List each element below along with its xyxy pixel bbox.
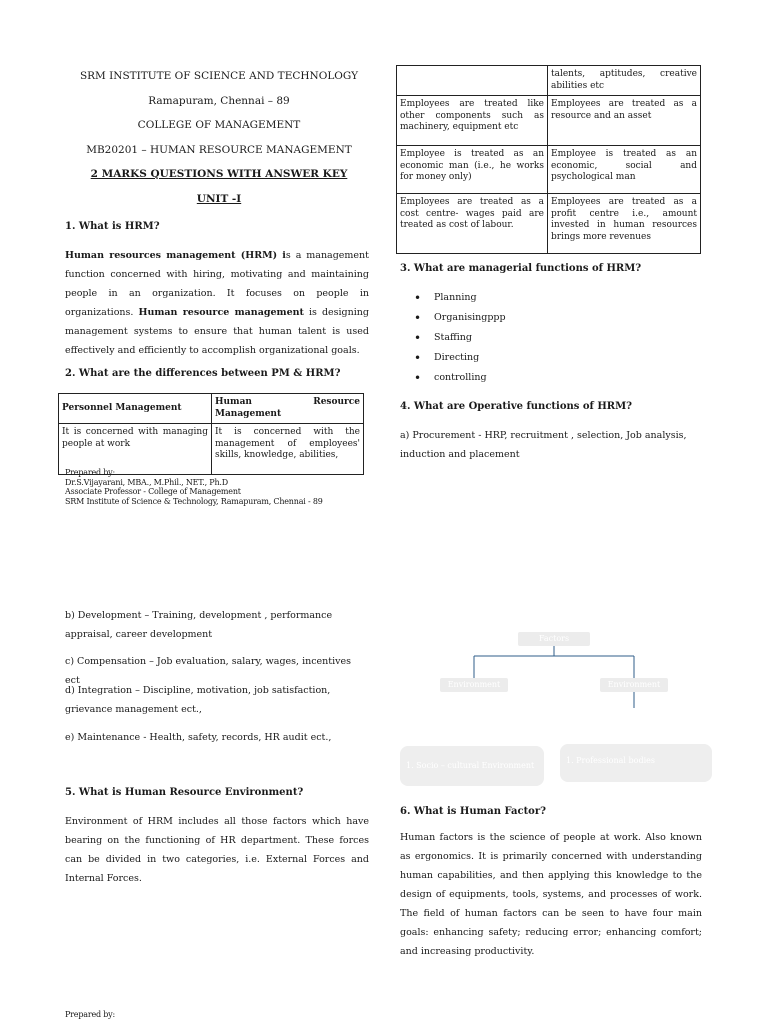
- table-cell: Employee is treated as an economic man (i.e., he works for money only): [397, 146, 548, 194]
- preparer-designation: Associate Professor - College of Management: [65, 487, 241, 496]
- prepared-by-footer: [65, 1010, 365, 1020]
- diagram-left-box: 1. Socio – cultural Environment: [400, 746, 544, 786]
- list-item: • Planning: [400, 288, 700, 308]
- q6-answer: Human factors is the science of people at work. Also known as ergonomics. It is primarily concerned with understanding human capabilities, and then applying this knowledge to the design of equipments, tools, systems, and processes of work. The field of human factors can be seen to have four main goals: enhancing safety; reducing error; enhancing comfort; and increasing productivity.: [400, 832, 702, 957]
- table-row: [397, 194, 701, 254]
- q1-term-hrm: Human resources management (HRM) i: [65, 250, 286, 261]
- q1-text-2: is designing management systems to ensure that human talent is used effectively and efficiently to accomplish organizational goals.: [65, 307, 369, 356]
- q4-item-a: a) Procurement - HRP, recruitment , selection, Job analysis, induction and placement: [400, 430, 687, 460]
- q5-question: 5. What is Human Resource Environment?: [65, 787, 304, 798]
- q4-item-b: b) Development – Training, development , performance appraisal, career development: [65, 610, 333, 640]
- q2-question: 2. What are the differences between PM & HRM?: [65, 368, 341, 379]
- diagram-right-box: 1. Professional bodies: [560, 744, 712, 782]
- list-item: • Directing: [400, 348, 700, 368]
- table-cell: Employees are treated as a cost centre- wages paid are treated as cost of labour.: [397, 194, 548, 254]
- table-cell: Employees are treated like other components such as machinery, equipment etc: [397, 96, 548, 146]
- q4-question: 4. What are Operative functions of HRM?: [400, 401, 633, 412]
- pm-hrm-table-continued: [396, 65, 701, 254]
- preparer-institution: SRM Institute of Science & Technology, Ramapuram, Chennai - 89: [65, 496, 323, 506]
- table-header-pm: Personnel Management: [59, 394, 212, 424]
- diagram-left-node: Environment: [440, 678, 508, 692]
- q5-answer: Environment of HRM includes all those factors which have bearing on the functioning of HR department. These forces can be divided in two categories, i.e. External Forces and Internal Forces.: [65, 816, 369, 884]
- list-item: • Staffing: [400, 328, 700, 348]
- table-cell: It is concerned with the management of employees' skills, knowledge, abilities,: [212, 424, 364, 475]
- diagram-right-node: Environment: [600, 678, 668, 692]
- preparer-name: Dr.S.Vijayarani, MBA., M.Phil., NET., Ph.D: [65, 477, 228, 487]
- table-header-row: [59, 394, 364, 424]
- table-cell: talents, aptitudes, creative abilities etc: [548, 66, 701, 96]
- table-cell: Employees are treated as a profit centre i.e., amount invested in human resources brings more revenues: [548, 194, 701, 254]
- diagram-root-node: Factors: [518, 632, 590, 646]
- institute-location: Ramapuram, Chennai – 89: [148, 95, 290, 107]
- institute-name: SRM INSTITUTE OF SCIENCE AND TECHNOLOGY: [79, 70, 359, 82]
- list-item: • Organisingppp: [400, 308, 700, 328]
- q1-question: 1. What is HRM?: [65, 221, 160, 232]
- table-header-hrm: Human Resource Management: [212, 394, 364, 424]
- table-row: [59, 424, 364, 475]
- environment-diagram: [398, 628, 716, 788]
- pm-hrm-table: [58, 393, 364, 475]
- unit-title: UNIT -I: [196, 193, 242, 205]
- document-subtitle: 2 MARKS QUESTIONS WITH ANSWER KEY: [90, 168, 348, 180]
- q4-item-e: e) Maintenance - Health, safety, records, HR audit ect.,: [65, 732, 332, 743]
- course-title: MB20201 – HUMAN RESOURCE MANAGEMENT: [86, 144, 352, 156]
- college-name: COLLEGE OF MANAGEMENT: [137, 119, 301, 131]
- q1-answer: [65, 246, 369, 360]
- table-row: [397, 66, 701, 96]
- managerial-functions-list: [400, 288, 700, 388]
- q1-term-hrm-2: Human resource management: [138, 307, 304, 318]
- table-cell: It is concerned with managing people at work: [59, 424, 212, 475]
- q4-item-d: d) Integration – Discipline, motivation, job satisfaction, grievance management ect.,: [65, 685, 331, 715]
- table-row: [397, 96, 701, 146]
- q4-item-c: c) Compensation – Job evaluation, salary, wages, incentives ect: [65, 656, 352, 686]
- table-cell: [397, 66, 548, 96]
- q1-text-1: s a management function concerned with hiring, motivating and maintaining people in an organization. It focuses on people in organizations.: [65, 250, 369, 318]
- prepared-label: Prepared by:: [65, 468, 115, 477]
- q6-question: 6. What is Human Factor?: [400, 806, 546, 817]
- document-header: [64, 70, 374, 217]
- q3-question: 3. What are managerial functions of HRM?: [400, 263, 642, 274]
- table-cell: Employees are treated as a resource and an asset: [548, 96, 701, 146]
- table-row: [397, 146, 701, 194]
- list-item: • controlling: [400, 368, 700, 388]
- prepared-label-footer: Prepared by:: [65, 1010, 115, 1019]
- table-cell: Employee is treated as an economic, social and psychological man: [548, 146, 701, 194]
- prepared-by-block: [65, 468, 365, 506]
